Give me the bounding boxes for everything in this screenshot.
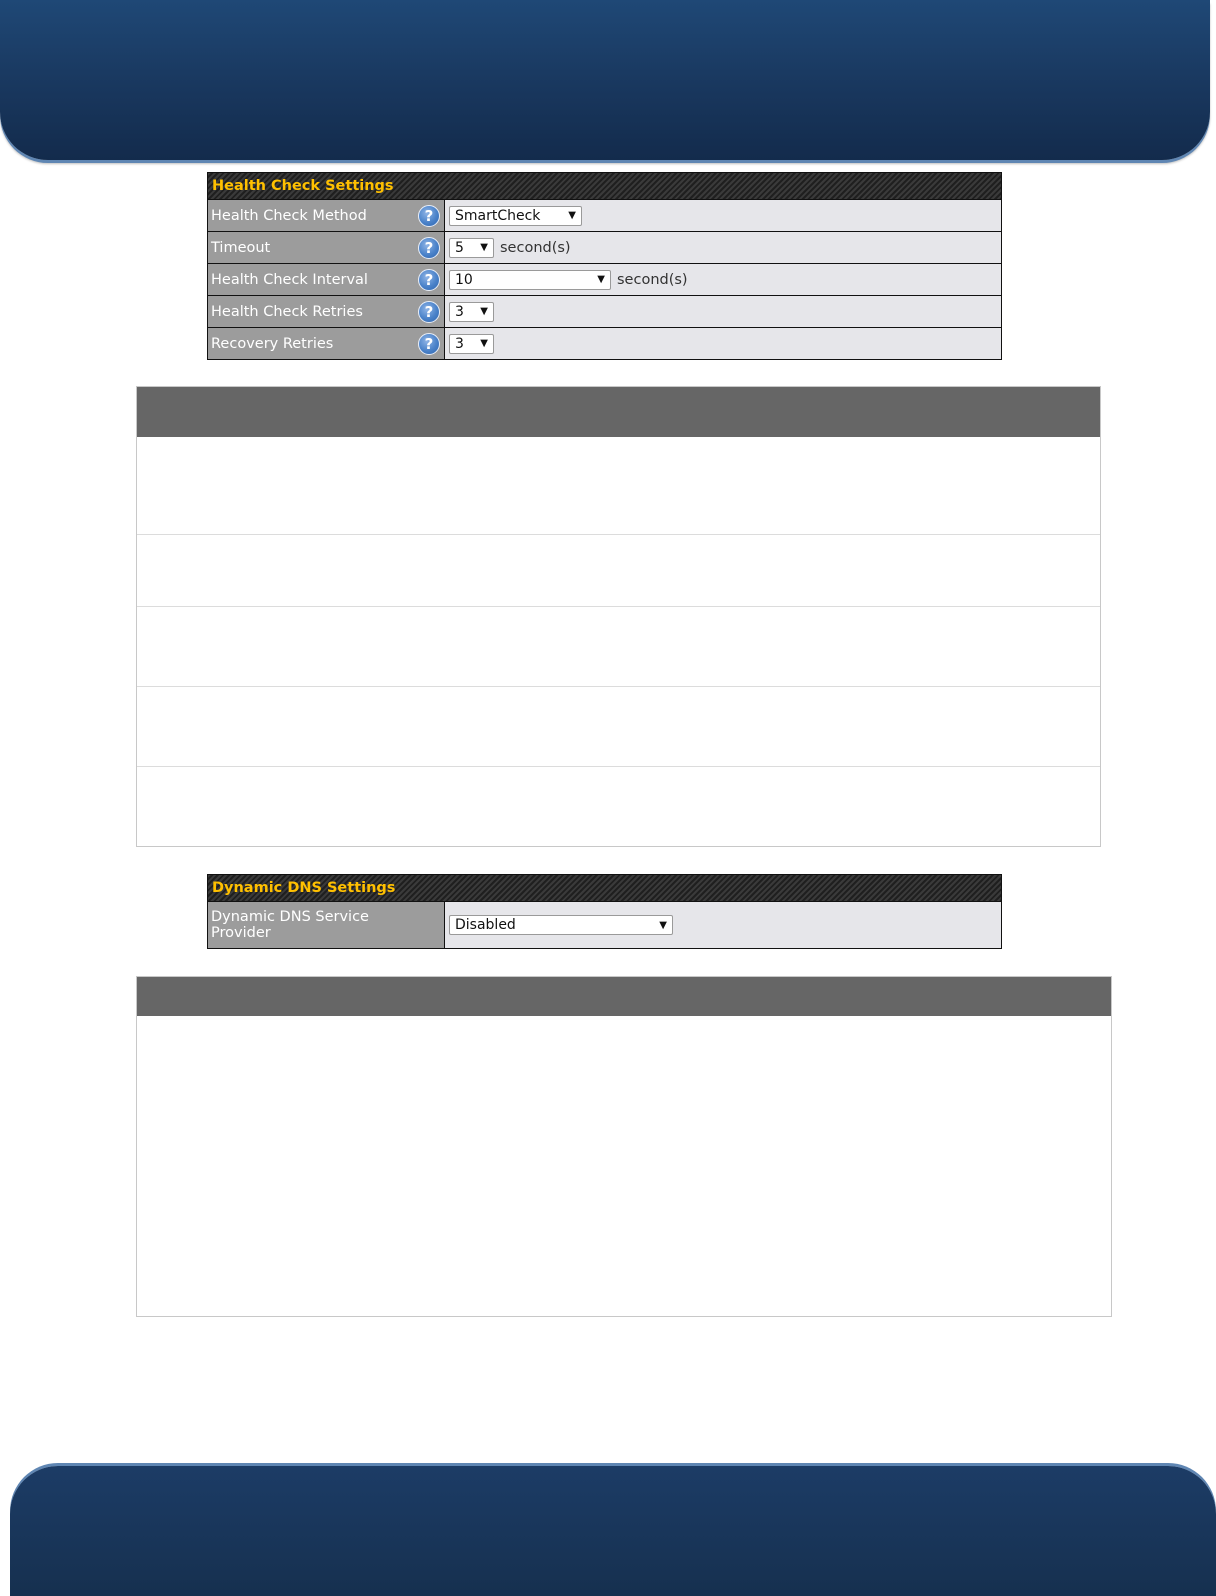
health-check-retries-label: Health Check Retries: [211, 303, 363, 320]
timeout-unit: second(s): [500, 239, 571, 256]
table-row: [137, 437, 1100, 535]
health-check-interval-select[interactable]: 10 ▼: [449, 270, 611, 290]
ddns-provider-row: [208, 902, 1001, 948]
chevron-down-icon: ▼: [480, 242, 488, 253]
timeout-select[interactable]: 5 ▼: [449, 238, 494, 258]
recovery-retries-select[interactable]: 3 ▼: [449, 334, 494, 354]
health-check-method-row: [208, 200, 1001, 232]
recovery-retries-label: Recovery Retries: [211, 335, 334, 352]
help-icon[interactable]: ?: [418, 333, 440, 355]
table-row: [137, 1016, 1111, 1316]
ddns-section-title: Dynamic DNS Settings: [208, 875, 1001, 902]
header-banner: [0, 0, 1210, 160]
dynamic-dns-settings-table: [207, 874, 1002, 949]
chevron-down-icon: ▼: [568, 210, 576, 221]
ddns-provider-select[interactable]: Disabled ▼: [449, 915, 673, 935]
help-icon[interactable]: ?: [418, 269, 440, 291]
chevron-down-icon: ▼: [480, 338, 488, 349]
ddns-provider-label: Dynamic DNS Service Provider: [211, 909, 369, 941]
health-check-interval-label: Health Check Interval: [211, 271, 368, 288]
table-row: [137, 535, 1100, 607]
description-table-2: [136, 976, 1112, 1317]
timeout-row: [208, 232, 1001, 264]
health-check-retries-row: [208, 296, 1001, 328]
health-check-method-label: Health Check Method: [211, 207, 367, 224]
table-row: [137, 607, 1100, 687]
table-row: [137, 687, 1100, 767]
health-check-section-title: Health Check Settings: [208, 173, 1001, 200]
health-check-interval-row: [208, 264, 1001, 296]
help-icon[interactable]: ?: [418, 301, 440, 323]
health-check-method-select[interactable]: SmartCheck ▼: [449, 206, 582, 226]
description-table-1: [136, 386, 1101, 847]
table-header: [137, 387, 1100, 437]
chevron-down-icon: ▼: [597, 274, 605, 285]
table-header: [137, 977, 1111, 1016]
chevron-down-icon: ▼: [480, 306, 488, 317]
timeout-label: Timeout: [211, 239, 271, 256]
health-check-interval-unit: second(s): [617, 271, 688, 288]
recovery-retries-row: [208, 328, 1001, 359]
chevron-down-icon: ▼: [659, 919, 667, 931]
help-icon[interactable]: ?: [418, 237, 440, 259]
health-check-settings-table: [207, 172, 1002, 360]
health-check-retries-select[interactable]: 3 ▼: [449, 302, 494, 322]
table-row: [137, 767, 1100, 845]
footer-banner: [10, 1466, 1216, 1596]
help-icon[interactable]: ?: [418, 205, 440, 227]
